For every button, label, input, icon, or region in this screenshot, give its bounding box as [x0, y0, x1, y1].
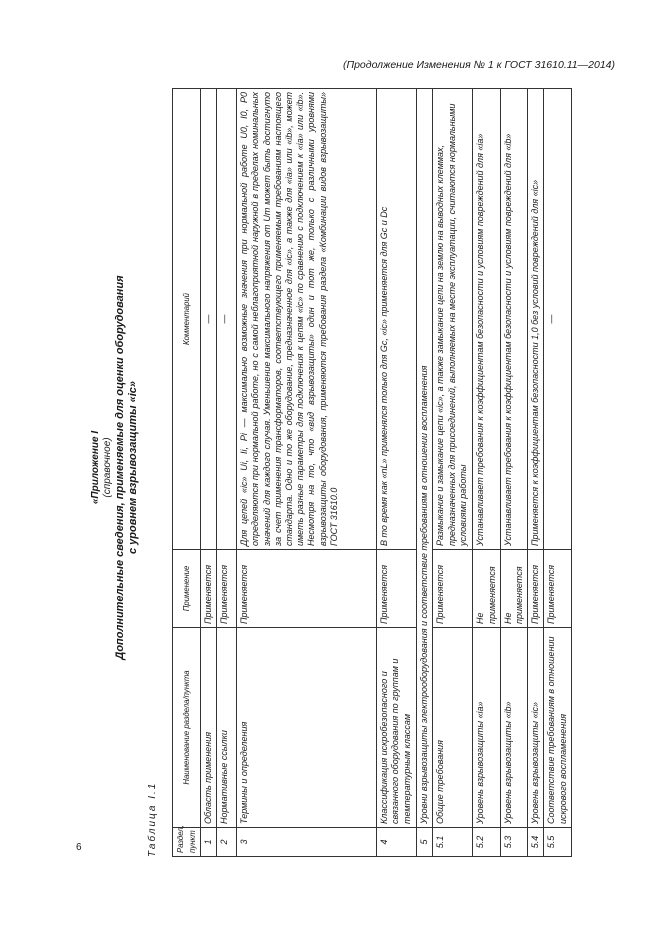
table-header-row: [173, 89, 201, 857]
table-row: [237, 89, 377, 857]
row-number: 5.1: [433, 828, 473, 857]
row-number: 3: [237, 828, 377, 857]
row-use: Не применяется: [500, 550, 527, 628]
row-number: 2: [217, 828, 237, 857]
row-name: Область применения: [201, 628, 217, 828]
appendix-title: «Приложение I: [90, 430, 101, 505]
table-row: [500, 89, 527, 857]
table-row: [544, 89, 571, 857]
row-use: Применяется: [528, 550, 544, 628]
document-title: [114, 0, 140, 935]
header-note: (Продолжение Изменения № 1 к ГОСТ 31610.11—2014): [342, 59, 615, 71]
appendix-heading: [90, 0, 114, 935]
row-comment: —: [201, 89, 217, 550]
assessment-table: [172, 88, 572, 857]
row-comment: Размыкание и замыкание цепи «ic», а также замыкание цепи на землю на выводных клеммах, предназначенных для присоединений, выполняемых на месте эксплуатации, считаются нормальными условиями работы: [433, 89, 473, 550]
row-name: Общие требования: [433, 628, 473, 828]
row-name: Нормативные ссылки: [217, 628, 237, 828]
row-name: Уровень взрывозащиты «ic»: [528, 628, 544, 828]
row-comment: Для цепей «ic» Ui, Ii, Pi — максимально возможные значения при нормальной работе U0, I0, P0 определяются при нормальной работе, но с самой неблагоприятной наружной в пределах номинальных значений для каждого случая. Уменьшение максимального напряжения от Um может быть достигнуто за счет применения трансформаторов, соответствующего применяемым требованиям настоящего стандарта. Одно и то же оборудование, предназначенное для «ic», а также для «ia» или «ib», может иметь разные параметры для подключения к цепям «ic» по сравнению с подключением к «ia» или «ib». Несмотря на то, что «вид взрывозащиты» один и тот же, только с различными уровнями взрывозащиты оборудования, применяются требования раздела «Комбинации видов взрывозащиты» ГОСТ 31610.0: [237, 89, 377, 550]
row-comment: —: [544, 89, 571, 550]
row-number: 1: [201, 828, 217, 857]
table-row: [201, 89, 217, 857]
row-number: 5.4: [528, 828, 544, 857]
row-number: 5.2: [473, 828, 500, 857]
row-name: Соответствие требованиям в отношении искрового воспламенения: [544, 628, 571, 828]
row-comment: —: [217, 89, 237, 550]
row-comment: Применяется к коэффициентам безопасности 1,0 без условий повреждений для «ic»: [528, 89, 544, 550]
row-name: Классификация искробезопасного и связанного оборудования по группам и температурным классам: [377, 628, 417, 828]
row-use: Применяется: [201, 550, 217, 628]
row-use: Применяется: [237, 550, 377, 628]
row-comment: В то время как «nL» применялся только для Gc, «ic» применяется для Gc и Dc: [377, 89, 417, 550]
table-row: [377, 89, 417, 857]
row-number: 5.3: [500, 828, 527, 857]
appendix-subtitle: (справочное): [102, 437, 113, 498]
table-label: Таблица I.1: [147, 781, 158, 857]
col-header-name: Наименование раздела/пункта: [173, 628, 201, 828]
row-use: Применяется: [544, 550, 571, 628]
table-row: [528, 89, 544, 857]
row-use: Применяется: [217, 550, 237, 628]
table-row: [217, 89, 237, 857]
row-name: Термины и определения: [237, 628, 377, 828]
row-use: Применяется: [433, 550, 473, 628]
row-comment: Устанавливает требования к коэффициентам безопасности и условиям повреждений для «ib»: [500, 89, 527, 550]
table-row: [473, 89, 500, 857]
col-header-use: Применение: [173, 550, 201, 628]
title-line-2: с уровнем взрывозащиты «ic»: [127, 380, 139, 555]
row-number: 4: [377, 828, 417, 857]
row-name: Уровень взрывозащиты «ib»: [500, 628, 527, 828]
row-name: Уровень взрывозащиты «ia»: [473, 628, 500, 828]
row-number: 5: [417, 828, 433, 857]
row-use: Применяется: [377, 550, 417, 628]
row-comment: Устанавливает требования к коэффициентам безопасности и условиям повреждений для «ia»: [473, 89, 500, 550]
page-number: 6: [76, 842, 82, 853]
col-header-section: Раздел, пункт: [173, 828, 201, 857]
row-number: 5.5: [544, 828, 571, 857]
row-use: Не применяется: [473, 550, 500, 628]
title-line-1: Дополнительные сведения, применяемые для оценки оборудования: [114, 275, 126, 660]
col-header-comment: Комментарий: [173, 89, 201, 550]
row-name: Уровни взрывозащиты электрооборудования и соответствие требованиям в отношении воспламенения: [417, 89, 433, 828]
table-row: [417, 89, 433, 857]
table-row: [433, 89, 473, 857]
